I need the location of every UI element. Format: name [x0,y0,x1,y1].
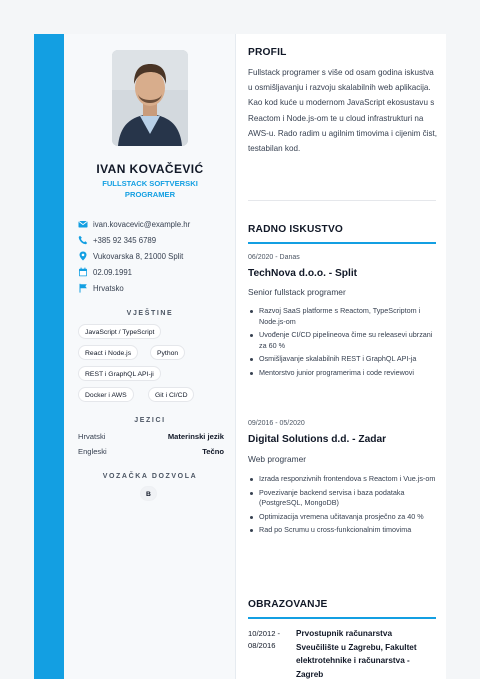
job-role: Senior fullstack programer [248,287,346,297]
skill-chip: REST i GraphQL API-ji [78,366,161,381]
driving-license-category: B [140,486,157,501]
job-bullets [248,306,438,382]
list-item: Povezivanje backend servisa i baza podataka (PostgreSQL, MongoDB) [248,488,438,509]
language-name: Hrvatski [78,432,106,441]
contact-phone-text: +385 92 345 6789 [93,235,157,245]
resume-page [34,34,446,679]
contact-birthdate [78,264,228,280]
flag-icon [78,283,88,293]
profile-photo [112,50,188,146]
candidate-name: IVAN KOVAČEVIĆ [96,162,204,176]
list-item: Uvođenje CI/CD pipelineova čime su releasevi ubrzani za 60 % [248,330,438,351]
experience-heading: RADNO ISKUSTVO [248,224,344,235]
contact-list [78,216,228,296]
portrait-illustration [112,50,188,146]
profile-summary: Fullstack programer s više od osam godina iskustva u osmišljavanju i razvoju skalabilnih web aplikacija. Kao kod kuće u modernom JavaScript ekosustavu s Reactom i Node.js-om te u cloud infrastrukturi na AWS-u. Rado radim u agilnim timovima i cijenim čist, testabilan kod. [248,68,438,154]
phone-icon [78,235,88,245]
list-item: Rad po Scrumu u cross-funkcionalnim timovima [248,525,438,536]
driving-license-heading: VOZAČKA DOZVOLA [102,473,198,480]
education-dates: 10/2012 - 08/2016 [248,629,281,650]
list-item: Optimizacija vremena učitavanja prosječno za 40 % [248,512,438,523]
language-row [78,447,224,459]
languages-heading: JEZICI [134,417,166,424]
language-row [78,432,224,444]
contact-email[interactable] [78,216,228,232]
list-item: Razvoj SaaS platforme s Reactom, TypeScriptom i Node.js-om [248,306,438,327]
section-rule [248,242,436,244]
section-rule [248,617,436,619]
main-content [248,34,436,679]
skill-chip: JavaScript / TypeScript [78,324,161,339]
contact-address [78,248,228,264]
skill-chip: React i Node.js [78,345,138,360]
job-dates: 09/2016 - 05/2020 [248,420,305,427]
contact-address-text: Vukovarska 8, 21000 Split [93,251,184,261]
mail-icon [78,219,88,229]
language-level: Materinski jezik [167,432,224,441]
skill-chip: Docker i AWS [78,387,134,402]
section-divider [248,200,436,201]
list-item: Osmišljavanje skalabilnih REST i GraphQL API-ja [248,354,438,365]
candidate-title: FULLSTACK SOFTVERSKI PROGRAMER [102,179,198,199]
calendar-icon [78,267,88,277]
contact-nationality-text: Hrvatsko [93,283,124,293]
list-item: Izrada responzivnih frontendova s Reactom i Vue.js-om [248,474,438,485]
location-icon [78,251,88,261]
language-name: Engleski [78,447,107,456]
skill-chip: Git i CI/CD [148,387,194,402]
job-company: TechNova d.o.o. - Split [248,268,358,279]
contact-phone[interactable] [78,232,228,248]
language-level: Tečno [202,447,224,456]
job-company: Digital Solutions d.d. - Zadar [248,434,387,445]
accent-stripe [34,34,64,679]
profile-heading: PROFIL [248,47,287,58]
skill-chip: Python [150,345,185,360]
contact-nationality [78,280,228,296]
contact-email-text: ivan.kovacevic@example.hr [93,219,191,229]
skills-heading: VJEŠTINE [126,310,174,317]
job-role: Web programer [248,454,307,464]
sidebar [64,34,236,679]
job-bullets [248,474,438,539]
education-entry: Prvostupnik računarstva Sveučilište u Zagrebu, Fakultet elektrotehnike i računarstva - Zagreb [296,629,417,679]
contact-birthdate-text: 02.09.1991 [93,267,133,277]
list-item: Mentorstvo junior programerima i code reviewovi [248,368,438,379]
job-dates: 06/2020 - Danas [248,254,300,261]
education-heading: OBRAZOVANJE [248,599,328,610]
